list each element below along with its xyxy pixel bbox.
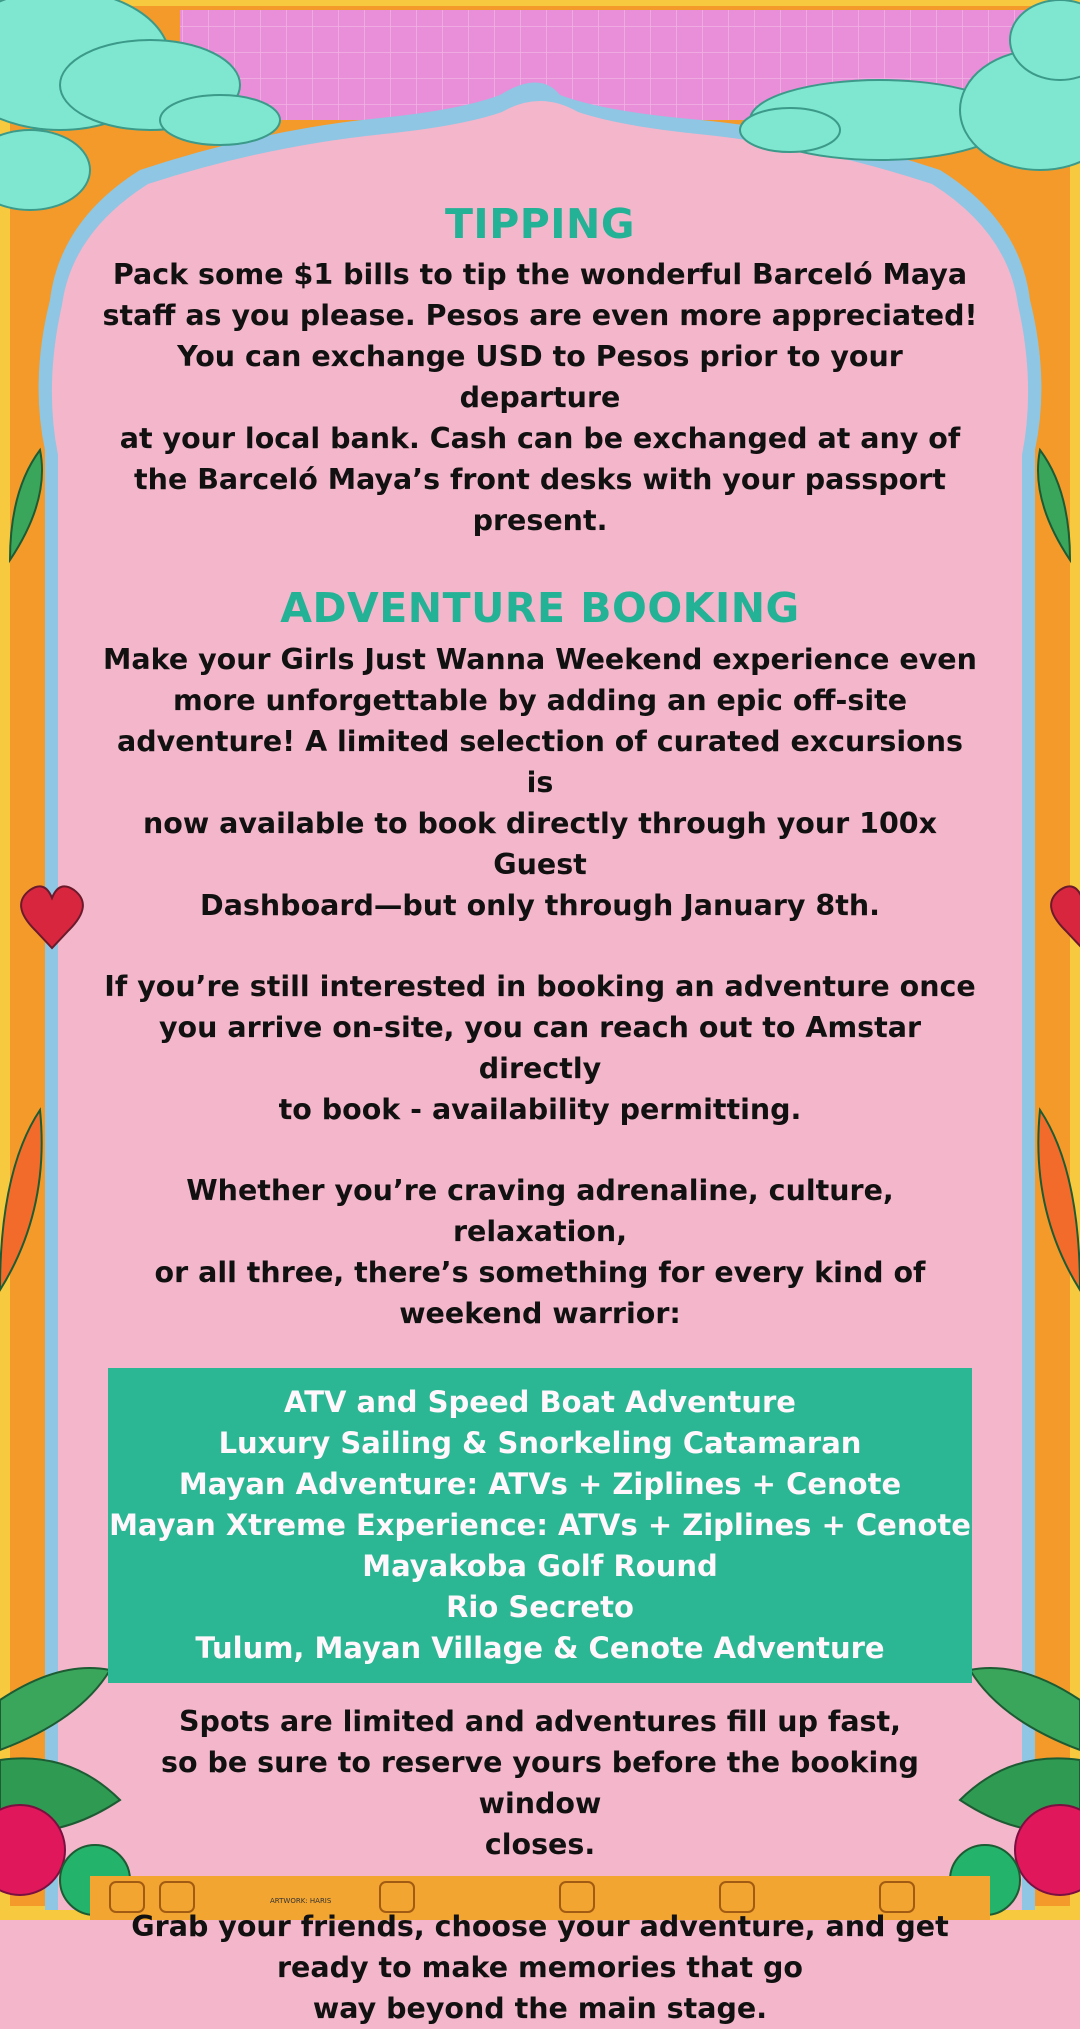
excursion-item: Mayan Adventure: ATVs + Ziplines + Cenote [178,1467,902,1501]
excursion-item: Mayan Xtreme Experience: ATVs + Ziplines + Cenote [109,1508,971,1542]
excursion-list [108,1368,972,1683]
excursion-item: Luxury Sailing & Snorkeling Catamaran [218,1426,862,1460]
main-content [100,195,980,2029]
spots-limited-text: Spots are limited and adventures fill up fast, so be sure to reserve yours before the booking window closes. [161,1705,919,1861]
excursion-item: Rio Secreto [446,1590,634,1624]
artwork-credit: ARTWORK: HARIS [270,1897,332,1905]
tipping-heading: TIPPING [444,200,636,248]
tipping-text: Pack some $1 bills to tip the wonderful Barceló Maya staff as you please. Pesos are even more appreciated! You can exchange USD to Pesos prior to your departure at your local bank. Cash can be exchanged at any of the Barceló Maya’s front desks with your passport present. [102,258,978,537]
adventure-intro-text: Make your Girls Just Wanna Weekend experience even more unforgettable by adding an epic off-site adventure! A limited selection of curated excursions is now available to book directly through your 100x Guest Dashboard—but only through January 8th. [103,643,977,922]
excursion-item: Mayakoba Golf Round [362,1549,718,1583]
adventure-booking-heading: ADVENTURE BOOKING [280,584,800,632]
closing-text: Grab your friends, choose your adventure, and get ready to make memories that go way beyond the main stage. [131,1910,949,2025]
adventure-onsite-text: If you’re still interested in booking an adventure once you arrive on-site, you can reach out to Amstar directly to book - availability permitting. [104,970,976,1126]
excursion-item: ATV and Speed Boat Adventure [284,1385,796,1419]
adventure-options-text: Whether you’re craving adrenaline, culture, relaxation, or all three, there’s something for every kind of weekend warrior: [154,1174,926,1330]
excursion-item: Tulum, Mayan Village & Cenote Adventure [195,1631,885,1665]
